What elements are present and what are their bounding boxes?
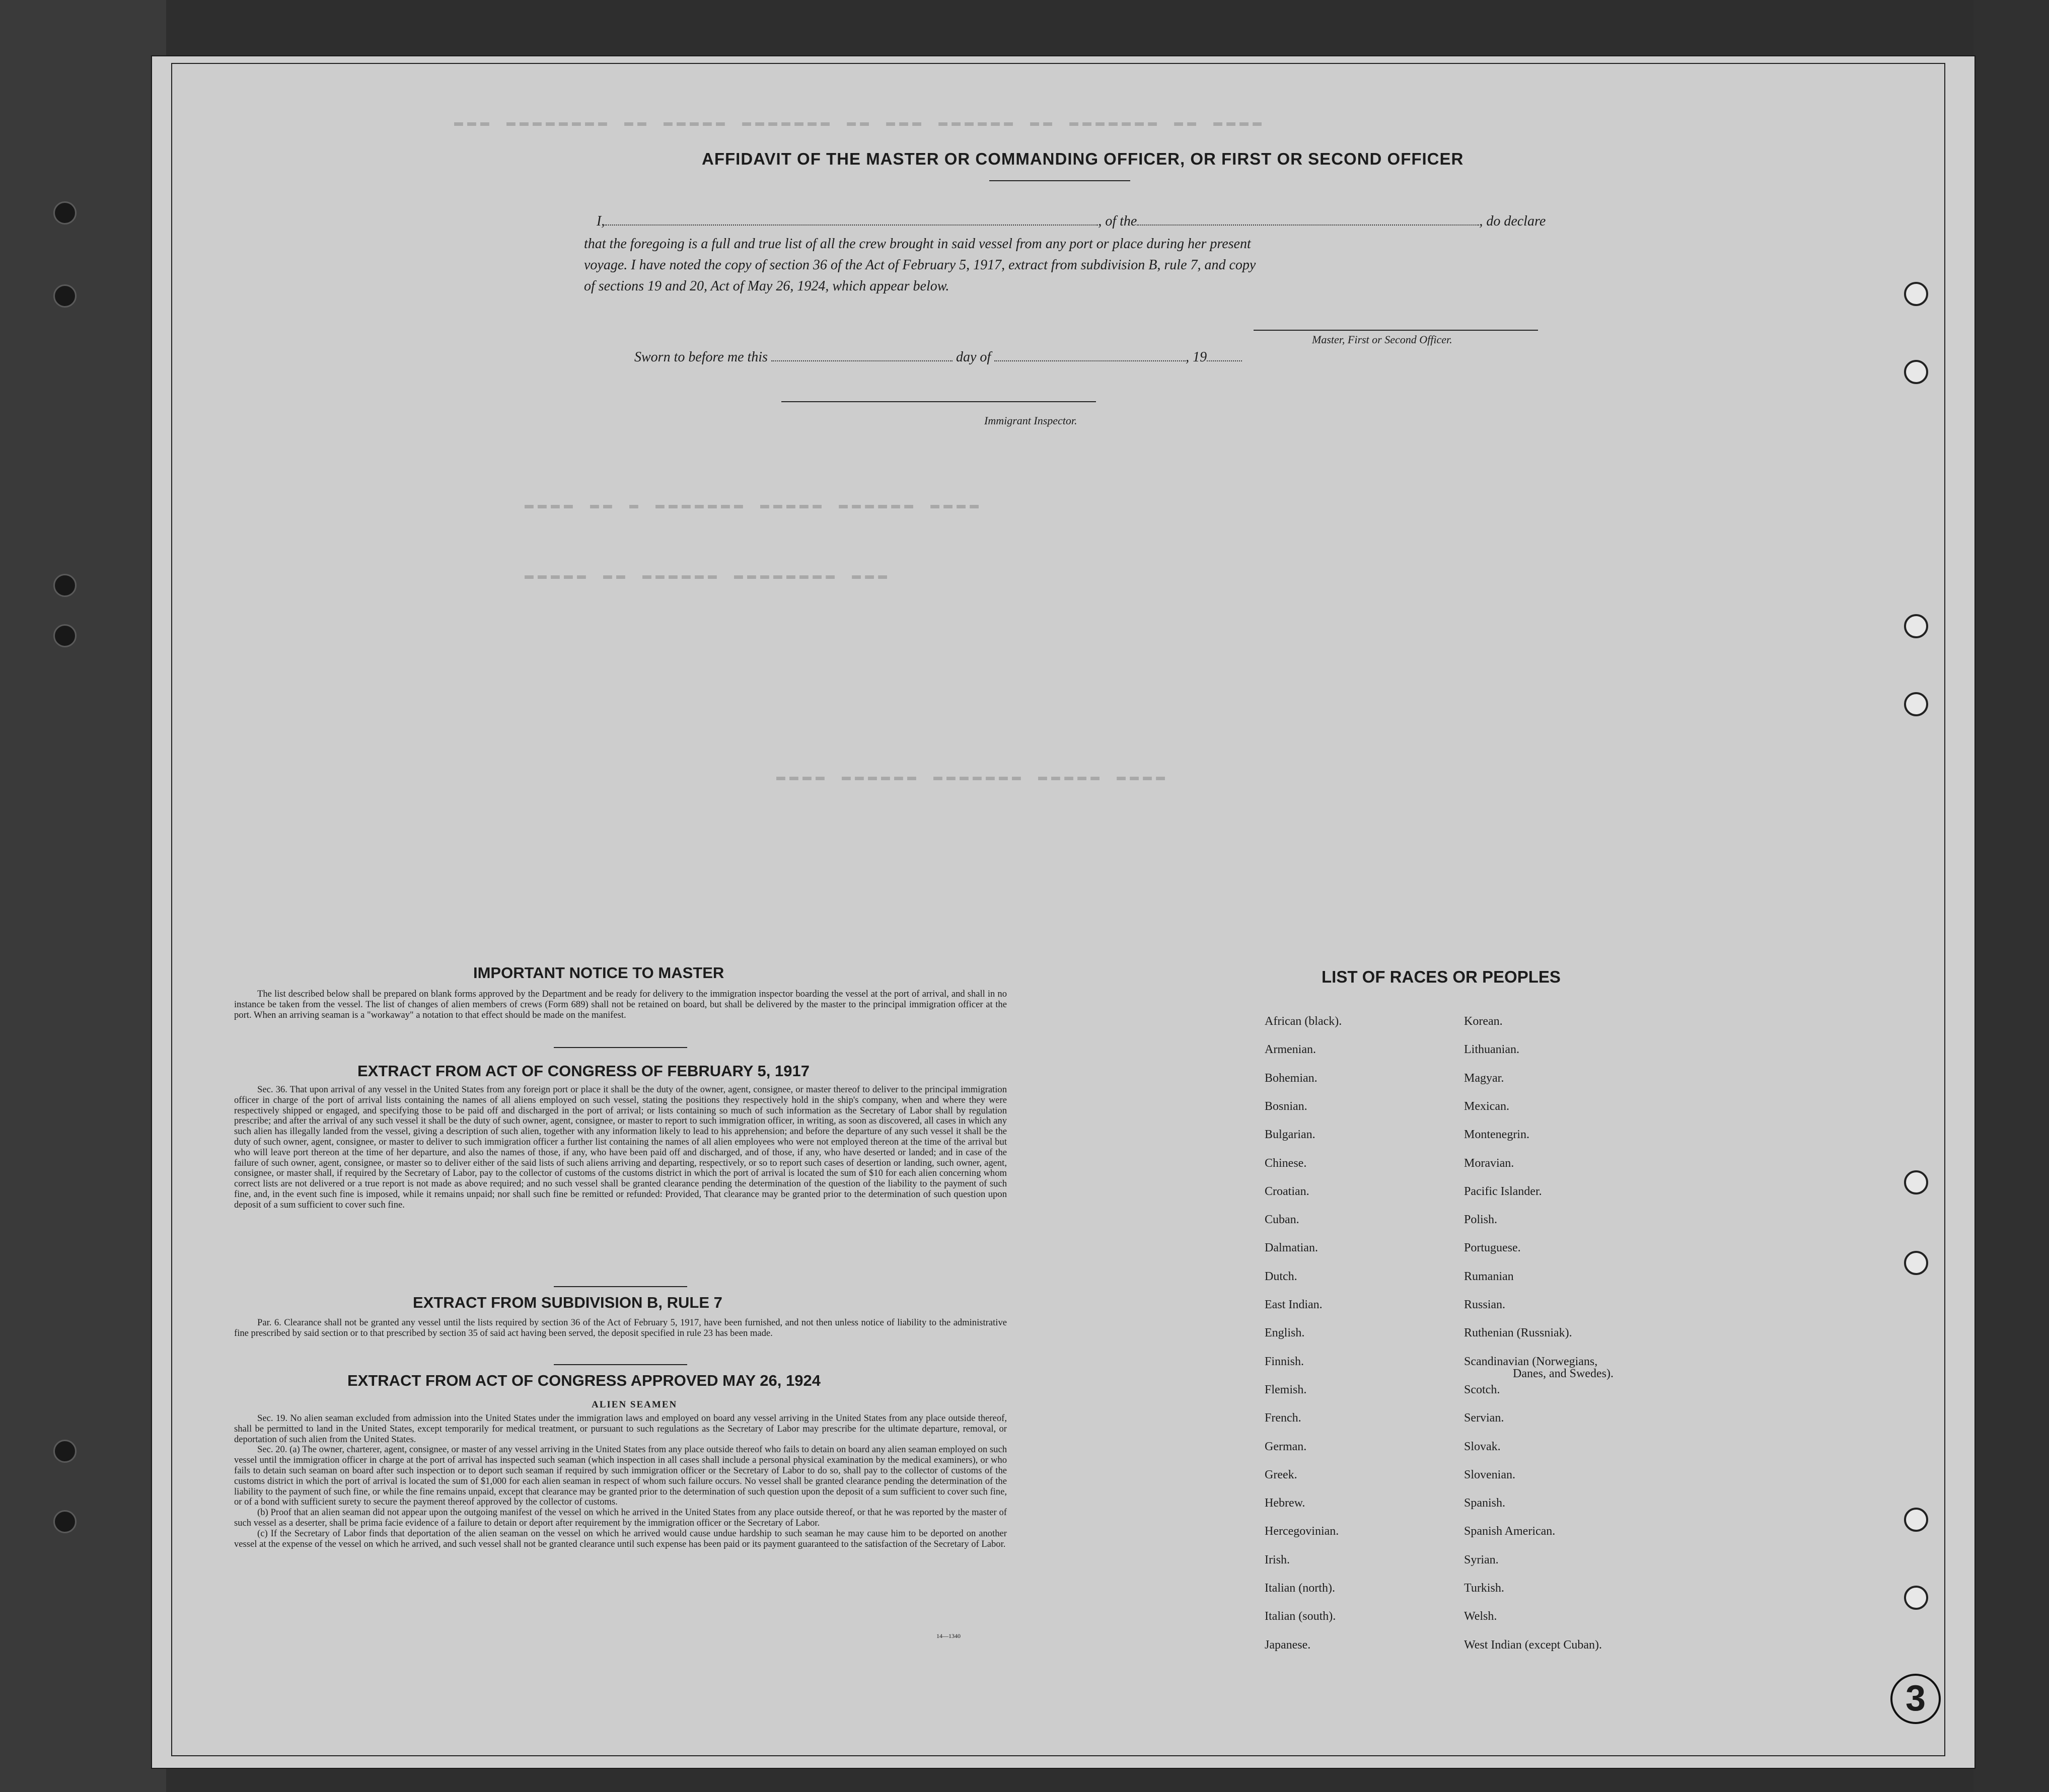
- punch-hole: [1904, 1508, 1928, 1532]
- sec-20c-paragraph: (c) If the Secretary of Labor finds that deportation of the alien seaman on the vessel on which he arrived would cause undue hardship to such seaman he may cause him to be deported on another vessel at the expense of the vessel on which he arrived, and such vessel shall not be granted clearance until such expense has been paid or its payment guaranteed to the satisfaction of the Secretary of Labor.: [234, 1528, 1007, 1549]
- bleed-through-text: ▬▬▬▬ ▬▬▬▬▬▬ ▬▬▬▬▬▬▬ ▬▬▬▬▬ ▬▬▬▬: [776, 769, 1169, 786]
- binder-hole: [53, 201, 77, 225]
- page-number: 3: [1890, 1674, 1941, 1724]
- divider: [554, 1047, 687, 1048]
- binder-hole: [53, 1440, 77, 1463]
- notice-paragraph: The list described below shall be prepared on blank forms approved by the Department and be ready for delivery to the immigration inspector boarding the vessel at the port of arrival, and shall in no instance be taken from the vessel. The list of changes of alien members of crews (Form 689) shall not be retained on board, but shall be delivered by the master to the principal immigration officer at the port. When an arriving seaman is a "workaway" a notation to that effect should be made on the manifest.: [234, 989, 1007, 1020]
- sec-20b-paragraph: (b) Proof that an alien seaman did not appear upon the outgoing manifest of the vessel on which he arrived in the United States from any place outside thereof, or that he was reported by the master of such vessel as a deserter, shall be prima facie evidence of a failure to detain or deport after requirement by the immigration officer or the Secretary of Labor.: [234, 1507, 1007, 1528]
- race-item: African (black).: [1265, 1015, 1342, 1028]
- print-code: 14—1340: [936, 1632, 961, 1639]
- binder-hole: [53, 1510, 77, 1533]
- sworn-text-end: , 19: [1186, 349, 1207, 365]
- binder-frame-right: [1973, 0, 2049, 1792]
- notice-body: [234, 989, 1007, 1020]
- race-item: Pacific Islander.: [1464, 1184, 1542, 1198]
- race-item: Cuban.: [1265, 1213, 1299, 1227]
- sec-36-paragraph: Sec. 36. That upon arrival of any vessel in the United States from any foreign port or place it shall be the duty of the owner, agent, consignee, or master thereof to deliver to the principal immigration officer in charge of the port of arrival lists containing the names of all aliens employed on such vessel, stating the positions they respectively hold in the ship's company, when and where they were respectively shipped or engaged, and specifying those to be paid off and discharged in the port of arrival; or lists containing so much of such information as the Secretary of Labor shall by regulation prescribe; and after the arrival of any such vessel it shall be the duty of such owner, agent, consignee, or master to report to such immigration officer, in writing, as soon as discovered, all cases in which any such alien has illegally landed from the vessel, giving a description of such alien, together with any information likely to lead to his apprehension; and before the departure of any such vessel it shall be the duty of such owner, agent, consignee, or master to deliver to such immigration officer a further list containing the names of all alien employees who were not employed thereon at the time of the arrival but who will leave port thereon at the time of her departure, and also the names of those, if any, who have been paid off and discharged, and of those, if any, who have deserted or landed; and in case of the failure of such owner, agent, consignee, or master so to deliver either of the said lists of such aliens arriving and departing, respectively, or so to report such cases of desertion or landing, such owner, agent, consignee, or master shall, if required by the Secretary of Labor, pay to the collector of customs of the customs district in which the port of arrival is located the sum of $10 for each alien concerning whom correct lists are not delivered or a true report is not made as above required; and no such vessel shall be granted clearance pending the determination of the question of the liability to the payment of such fine, and, in the event such fine is imposed, while it remains unpaid; nor shall such fine be remitted or refunded: Provided, That clearance may be granted prior to the determination of such question upon deposit of a sum sufficient to cover such fine.: [234, 1084, 1007, 1210]
- binder-hole: [53, 574, 77, 597]
- punch-hole: [1904, 1170, 1928, 1194]
- race-item: Croatian.: [1265, 1184, 1309, 1198]
- punch-hole: [1904, 1586, 1928, 1610]
- race-item: West Indian (except Cuban).: [1464, 1638, 1602, 1652]
- race-item: Scandinavian (Norwegians,: [1464, 1355, 1598, 1368]
- vessel-blank[interactable]: [1137, 211, 1479, 226]
- race-item: Chinese.: [1265, 1156, 1307, 1170]
- sworn-text-start: Sworn to before me this: [634, 349, 768, 365]
- bleed-through-text: ▬▬▬▬ ▬▬ ▬ ▬▬▬▬▬▬▬ ▬▬▬▬▬ ▬▬▬▬▬▬ ▬▬▬▬: [525, 497, 983, 514]
- race-item: Montenegrin.: [1464, 1128, 1529, 1142]
- affidavit-line-4: of sections 19 and 20, Act of May 26, 1924, which appear below.: [584, 278, 949, 294]
- race-item: Italian (south).: [1265, 1610, 1336, 1623]
- affidavit-line-1: [597, 211, 1546, 231]
- sec-20a-paragraph: Sec. 20. (a) The owner, charterer, agent, consignee, or master of any vessel arriving in the United States from any place outside thereof who fails to detain on board any alien seaman employed on such vessel until the immigration officer in charge at the port of arrival has inspected such seaman (which inspection in all cases shall include a personal physical examination by the medical examiners), or who fails to detain such seaman on board after such inspection or to deport such seaman if required by such immigration officer or the Secretary of Labor to do so, shall pay to the collector of customs of the customs district in which the port of arrival is located the sum of $1,000 for each alien seaman in respect of whom such failure occurs. No vessel shall be granted clearance pending the determination of the liability to the payment of such fine, or while the fine remains unpaid, except that clearance may be granted prior to the determination of such question upon the deposit of a sum sufficient to cover such fine, or of a bond with sufficient surety to secure the payment thereof approved by the collector of customs.: [234, 1444, 1007, 1508]
- race-item: Spanish American.: [1464, 1525, 1556, 1538]
- race-item: Japanese.: [1265, 1638, 1311, 1652]
- punch-hole: [1904, 614, 1928, 638]
- race-item: Welsh.: [1464, 1610, 1497, 1623]
- bleed-through-text: ▬▬▬▬▬ ▬▬ ▬▬▬▬▬▬ ▬▬▬▬▬▬▬▬ ▬▬▬: [525, 567, 892, 584]
- sworn-month-blank[interactable]: [994, 347, 1186, 361]
- race-item: English.: [1265, 1326, 1305, 1340]
- notice-title: IMPORTANT NOTICE TO MASTER: [473, 964, 724, 982]
- binder-frame-left: [0, 0, 166, 1792]
- affidavit-line-1-end: , do declare: [1479, 213, 1546, 229]
- race-item: Armenian.: [1265, 1043, 1316, 1057]
- binder-hole: [53, 624, 77, 647]
- race-item: Lithuanian.: [1464, 1043, 1519, 1057]
- master-signature-line[interactable]: [1254, 330, 1538, 331]
- race-item: German.: [1265, 1440, 1307, 1453]
- race-item: Hebrew.: [1265, 1497, 1305, 1510]
- race-item: Turkish.: [1464, 1582, 1504, 1595]
- race-item: Scotch.: [1464, 1383, 1500, 1396]
- binder-hole: [53, 284, 77, 308]
- punch-hole: [1904, 692, 1928, 716]
- race-item: Irish.: [1265, 1553, 1290, 1566]
- race-item-continuation: Danes, and Swedes).: [1513, 1367, 1614, 1380]
- race-item: Polish.: [1464, 1213, 1498, 1227]
- subdivision-b-body: [234, 1318, 1007, 1339]
- divider: [554, 1364, 687, 1365]
- inspector-signature-line[interactable]: [781, 401, 1096, 402]
- punch-hole: [1904, 1251, 1928, 1275]
- race-item: Dalmatian.: [1265, 1241, 1318, 1255]
- race-item: Flemish.: [1265, 1383, 1307, 1396]
- race-item: Finnish.: [1265, 1355, 1304, 1368]
- inspector-caption: Immigrant Inspector.: [984, 414, 1077, 427]
- race-item: Italian (north).: [1265, 1582, 1335, 1595]
- extract-1924-body: [234, 1413, 1007, 1549]
- alien-seamen-subtitle: ALIEN SEAMEN: [592, 1399, 678, 1410]
- race-item: Russian.: [1464, 1298, 1506, 1311]
- affidavit-line-3: voyage. I have noted the copy of section 36 of the Act of February 5, 1917, extract from subdivision B, rule 7, and copy: [584, 257, 1256, 273]
- sec-19-paragraph: Sec. 19. No alien seaman excluded from admission into the United States under the immigration laws and employed on board any vessel arriving in the United States from any place outside thereof, shall be permitted to land in the United States, except temporarily for medical treatment, or pursuant to such regulations as the Secretary of Labor may prescribe for the ultimate departure, removal, or deportation of such alien from the United States.: [234, 1413, 1007, 1445]
- sworn-line: [634, 347, 1242, 367]
- subdivision-b-title: EXTRACT FROM SUBDIVISION B, RULE 7: [413, 1294, 722, 1311]
- affidavit-line-1-mid: , of the: [1098, 213, 1137, 229]
- race-item: Korean.: [1464, 1015, 1503, 1028]
- punch-hole: [1904, 282, 1928, 306]
- race-item: East Indian.: [1265, 1298, 1323, 1311]
- races-title: LIST OF RACES OR PEOPLES: [1322, 967, 1561, 986]
- extract-1917-body: [234, 1085, 1007, 1211]
- race-item: Magyar.: [1464, 1071, 1504, 1085]
- name-blank[interactable]: [605, 211, 1098, 226]
- punch-hole: [1904, 360, 1928, 384]
- sworn-day-blank[interactable]: [771, 347, 953, 361]
- sworn-year-blank[interactable]: [1207, 347, 1242, 361]
- race-item: Rumanian: [1464, 1270, 1514, 1283]
- bleed-through-text: ▬▬▬ ▬▬▬▬▬▬▬▬ ▬▬ ▬▬▬▬▬ ▬▬▬▬▬▬▬ ▬▬ ▬▬▬ ▬▬▬▬▬▬ ▬▬ ▬▬▬▬▬▬▬ ▬▬ ▬▬▬▬: [454, 114, 1266, 131]
- race-item: Bosnian.: [1265, 1099, 1307, 1113]
- race-item: Hercegovinian.: [1265, 1525, 1339, 1538]
- extract-1924-title: EXTRACT FROM ACT OF CONGRESS APPROVED MAY 26, 1924: [347, 1372, 821, 1389]
- race-item: Slovenian.: [1464, 1468, 1515, 1481]
- affidavit-title: AFFIDAVIT OF THE MASTER OR COMMANDING OFFICER, OR FIRST OR SECOND OFFICER: [702, 150, 1464, 168]
- race-item: Syrian.: [1464, 1553, 1499, 1566]
- master-caption: Master, First or Second Officer.: [1312, 333, 1452, 346]
- race-item: Dutch.: [1265, 1270, 1297, 1283]
- race-item: Portuguese.: [1464, 1241, 1521, 1255]
- divider: [554, 1286, 687, 1287]
- extract-1917-title: EXTRACT FROM ACT OF CONGRESS OF FEBRUARY 5, 1917: [357, 1062, 810, 1080]
- race-item: Greek.: [1265, 1468, 1297, 1481]
- race-item: Spanish.: [1464, 1497, 1506, 1510]
- race-item: Moravian.: [1464, 1156, 1514, 1170]
- divider: [989, 180, 1130, 181]
- race-item: Servian.: [1464, 1411, 1504, 1425]
- race-item: Bulgarian.: [1265, 1128, 1315, 1142]
- affidavit-line-2: that the foregoing is a full and true list of all the crew brought in said vessel from any port or place during her present: [584, 236, 1251, 252]
- race-item: Slovak.: [1464, 1440, 1501, 1453]
- race-item: Bohemian.: [1265, 1071, 1318, 1085]
- affidavit-line-1-start: I,: [597, 213, 605, 229]
- race-item: Ruthenian (Russniak).: [1464, 1326, 1572, 1340]
- race-item: French.: [1265, 1411, 1301, 1425]
- sworn-text-mid: day of: [956, 349, 991, 365]
- par-6-paragraph: Par. 6. Clearance shall not be granted any vessel until the lists required by section 36 of the Act of February 5, 1917, have been furnished, and not then unless notice of liability to the administrative fine prescribed by said section or to that prescribed by section 35 of said act having been served, the deposit specified in rule 23 has been made.: [234, 1317, 1007, 1338]
- race-item: Mexican.: [1464, 1099, 1509, 1113]
